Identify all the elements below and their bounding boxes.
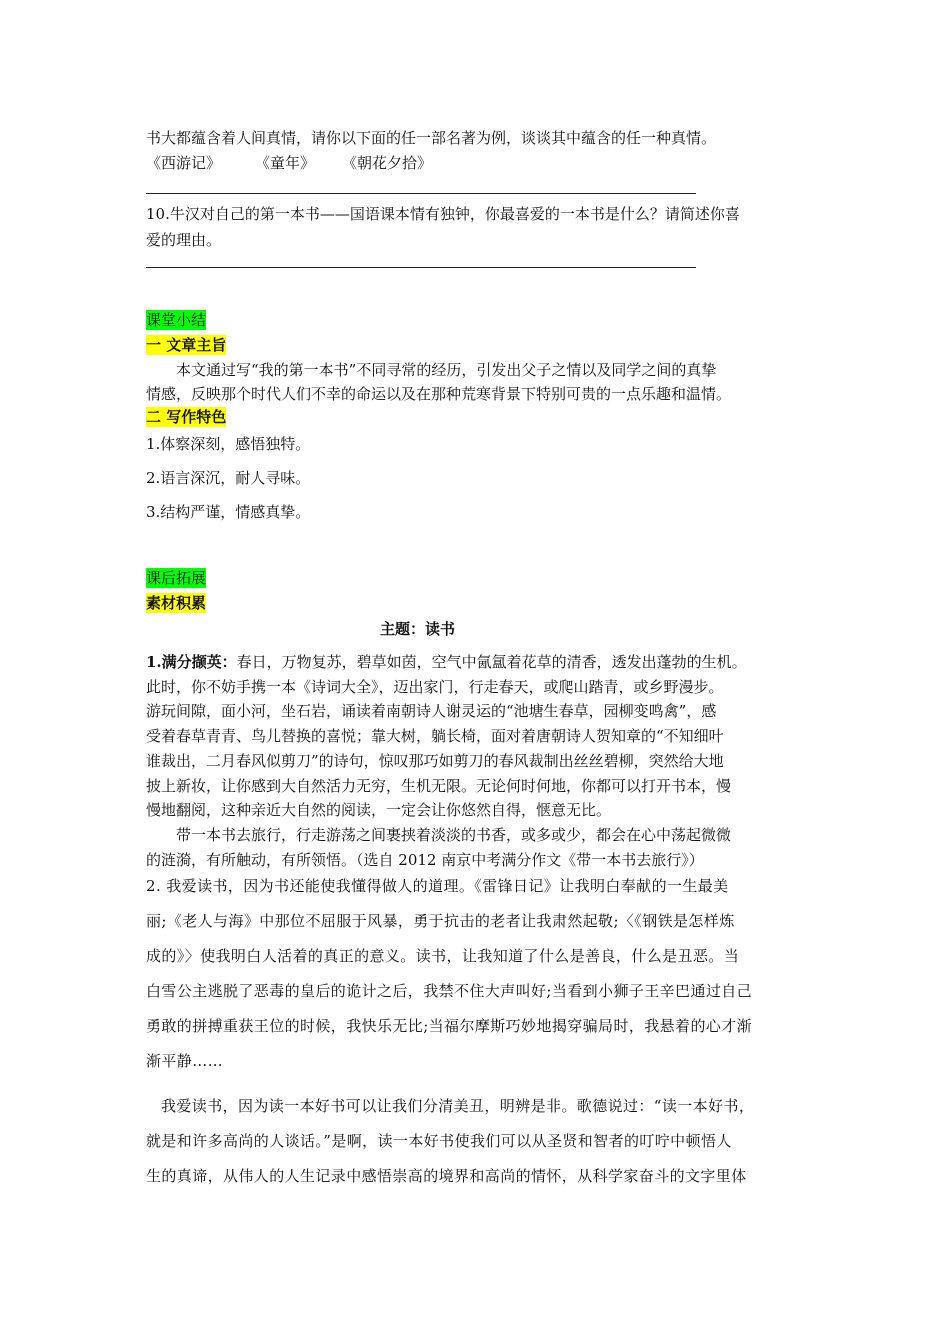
paragraph-3-line: 就是和许多高尚的人谈话。”是啊，读一本好书使我们可以从圣贤和智者的叮咛中顿悟人 xyxy=(146,1132,732,1150)
subheading-material: 素材积累 xyxy=(146,594,207,612)
paragraph-2-line: 丽;《老人与海》中那位不屈服于风暴，勇于抗击的老者让我肃然起敬;〈《钢铁是怎样炼 xyxy=(146,912,735,930)
subheading-theme: 一 文章主旨 xyxy=(146,336,227,354)
paragraph-1-line: 游玩间隙，面小河，坐石岩，诵读着南朝诗人谢灵运的“池塘生春草，园柳变鸣禽”，感 xyxy=(146,702,717,720)
paragraph-2-line: 2. 我爱读书，因为书还能使我懂得做人的道理。《雷锋日记》让我明白奉献的一生最美 xyxy=(146,877,729,895)
paragraph-3-line: 我爱读书，因为读一本好书可以让我们分清美丑，明辨是非。歌德说过：“读一本好书， xyxy=(161,1097,755,1115)
theme-paragraph: 本文通过写“我的第一本书”不同寻常的经历，引发出父子之情以及同学之间的真挚 xyxy=(176,361,717,379)
paragraph-3-line: 生的真谛，从伟人的人生记录中感悟崇高的境界和高尚的情怀，从科学家奋斗的文字里体 xyxy=(146,1167,747,1185)
paragraph-2-line: 白雪公主逃脱了恶毒的皇后的诡计之后，我禁不住大声叫好;当看到小狮子王辛巴通过自己 xyxy=(146,982,753,1000)
paragraph-1-line: 受着春草青青、鸟儿替换的喜悦；靠大树，躺长椅，面对着唐朝诗人贺知章的“不知细叶 xyxy=(146,727,724,745)
paragraph-1-line: 此时，你不妨手携一本《诗词大全》，迈出家门，行走春天，或爬山踏青，或乡野漫步。 xyxy=(146,678,724,696)
section-heading-extension: 课后拓展 xyxy=(146,569,207,587)
paragraph-1-label: 1.满分撷英： xyxy=(146,653,237,671)
question-10-text-cont: 爱的理由。 xyxy=(146,231,222,249)
feature-item: 1.体察深刻，感悟独特。 xyxy=(146,435,311,453)
paragraph-1-line: 披上新妆，让你感到大自然活力无穷，生机无限。无论何时何地，你都可以打开书本，慢 xyxy=(146,777,732,795)
paragraph-1-line: 带一本书去旅行，行走游荡之间裹挟着淡淡的书香，或多或少，都会在心中荡起微微 xyxy=(176,826,732,844)
book-option: 《童年》 xyxy=(255,154,316,172)
paragraph-1-line: 谁裁出，二月春风似剪刀”的诗句，惊叹那巧如剪刀的春风裁制出丝丝碧柳，突然给大地 xyxy=(146,752,724,770)
paragraph-2-line: 渐平静…… xyxy=(146,1052,224,1070)
answer-line xyxy=(146,193,696,194)
answer-line xyxy=(146,267,696,268)
paragraph-1-line: 慢地翻阅，这种亲近大自然的阅读，一定会让你悠然自得，惬意无比。 xyxy=(146,801,612,819)
paragraph-1-line: 1.满分撷英：春日，万物复苏，碧草如茵，空气中氤氲着花草的清香，透发出蓬勃的生机。 xyxy=(146,653,747,671)
question-10-text: 10.牛汉对自己的第一本书——国语课本情有独钟，你最喜爱的一本书是什么？请简述你喜 xyxy=(146,205,740,223)
paragraph-2-line: 成的》〉使我明白人活着的真正的意义。读书，让我知道了什么是善良，什么是丑恶。当 xyxy=(146,947,740,965)
section-heading-summary: 课堂小结 xyxy=(146,311,207,329)
book-option: 《朝花夕拾》 xyxy=(342,154,433,172)
paragraph-1-line: 的涟漪，有所触动，有所领悟。（选自 2012 南京中考满分作文《带一本书去旅行》） xyxy=(146,851,704,869)
feature-item: 2.语言深沉，耐人寻味。 xyxy=(146,469,311,487)
subheading-features: 二 写作特色 xyxy=(146,408,227,426)
paragraph-2-line: 勇敢的拼搏重获王位的时候，我快乐无比;当福尔摩斯巧妙地揭穿骗局时，我悬着的心才渐 xyxy=(146,1017,753,1035)
question-text: 书大都蕴含着人间真情，请你以下面的任一部名著为例，谈谈其中蕴含的任一种真情。 xyxy=(146,129,717,147)
theme-paragraph-cont: 情感，反映那个时代人们不幸的命运以及在那种荒寒背景下特别可贵的一点乐趣和温情。 xyxy=(146,385,732,403)
book-option: 《西游记》 xyxy=(146,154,222,172)
topic-title: 主题：读书 xyxy=(380,620,456,638)
feature-item: 3.结构严谨，情感真挚。 xyxy=(146,503,311,521)
